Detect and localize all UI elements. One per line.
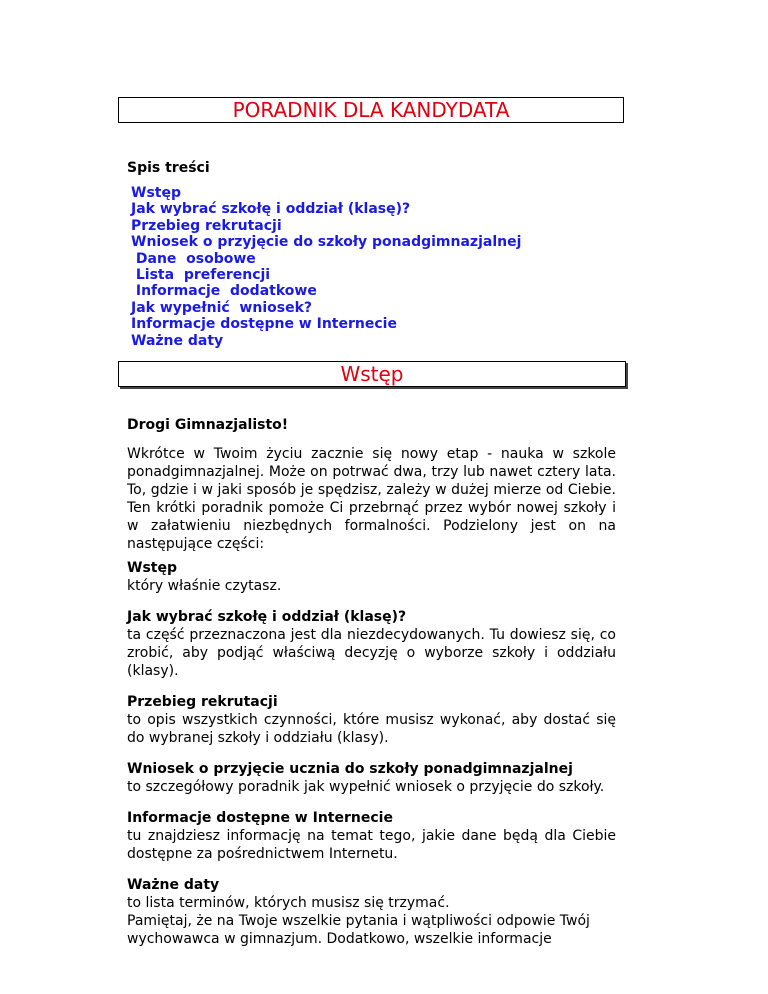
part-item: [127, 609, 616, 680]
toc-link-wniosek[interactable]: Wniosek o przyjęcie do szkoły ponadgimnazjalnej: [131, 234, 522, 251]
toc-link-wazne-daty[interactable]: Ważne daty: [131, 332, 224, 349]
part-item: [127, 761, 616, 796]
toc-link-wstep[interactable]: Wstęp: [131, 185, 181, 201]
part-title: Wstęp: [127, 560, 177, 576]
toc-link-jak-wypelnic[interactable]: Jak wypełnić wniosek?: [131, 299, 313, 316]
toc-link-lista-preferencji[interactable]: Lista preferencji: [131, 267, 271, 284]
toc-link-przebieg[interactable]: Przebieg rekrutacji: [131, 217, 282, 234]
part-title: Wniosek o przyjęcie ucznia do szkoły ponadgimnazjalnej: [127, 761, 573, 777]
part-title: Jak wybrać szkołę i oddział (klasę)?: [127, 609, 407, 625]
section-title: Wstęp: [118, 361, 626, 387]
part-item: [127, 694, 616, 747]
toc-link-internet[interactable]: Informacje dostępne w Internecie: [131, 316, 397, 333]
intro-paragraph: Wkrótce w Twoim życiu zacznie się nowy etap - nauka w szkole ponadgimnazjalnej. Może on potrwać dwa, trzy lub nawet cztery lata. To, gdzie i w jaki sposób je spędzisz, zależy w dużej mierze od Ciebie. Ten krótki poradnik pomoże Ci przebrnąć przez wybór nowej szkoły i w załatwieniu niezbędnych formalności. Podzielony jest on na następujące części:: [127, 446, 616, 552]
toc-heading: Spis treści: [127, 160, 210, 176]
part-title: Przebieg rekrutacji: [127, 694, 278, 710]
part-desc: tu znajdziesz informację na temat tego, jakie dane będą dla Ciebie dostępne za pośrednictwem Internetu.: [127, 828, 616, 862]
part-item: [127, 810, 616, 863]
part-title: Ważne daty: [127, 877, 220, 893]
greeting: Drogi Gimnazjalisto!: [127, 417, 289, 433]
part-desc: ta część przeznaczona jest dla niezdecydowanych. Tu dowiesz się, co zrobić, aby podjąć właściwą decyzję o wyborze szkoły i oddziału (klasy).: [127, 627, 616, 679]
section-content: [127, 417, 616, 962]
part-title: Informacje dostępne w Internecie: [127, 810, 393, 826]
part-item: [127, 560, 616, 595]
toc-link-informacje-dodatkowe[interactable]: Informacje dodatkowe: [131, 283, 317, 300]
part-desc: który właśnie czytasz.: [127, 578, 282, 594]
page-title: PORADNIK DLA KANDYDATA: [118, 97, 624, 123]
table-of-contents: [131, 185, 521, 349]
part-desc: to opis wszystkich czynności, które musisz wykonać, aby dostać się do wybranej szkoły i oddziału (klasy).: [127, 712, 616, 746]
part-desc-line: wychowawca w gimnazjum. Dodatkowo, wszelkie informacje: [127, 931, 552, 947]
part-desc-line: Pamiętaj, że na Twoje wszelkie pytania i wątpliwości odpowie Twój: [127, 913, 590, 929]
toc-link-jak-wybrac[interactable]: Jak wybrać szkołę i oddział (klasę)?: [131, 201, 411, 218]
part-desc: to szczegółowy poradnik jak wypełnić wniosek o przyjęcie do szkoły.: [127, 779, 605, 795]
part-desc-line: to lista terminów, których musisz się trzymać.: [127, 895, 450, 911]
toc-link-dane-osobowe[interactable]: Dane osobowe: [131, 250, 256, 267]
part-item: [127, 877, 616, 948]
